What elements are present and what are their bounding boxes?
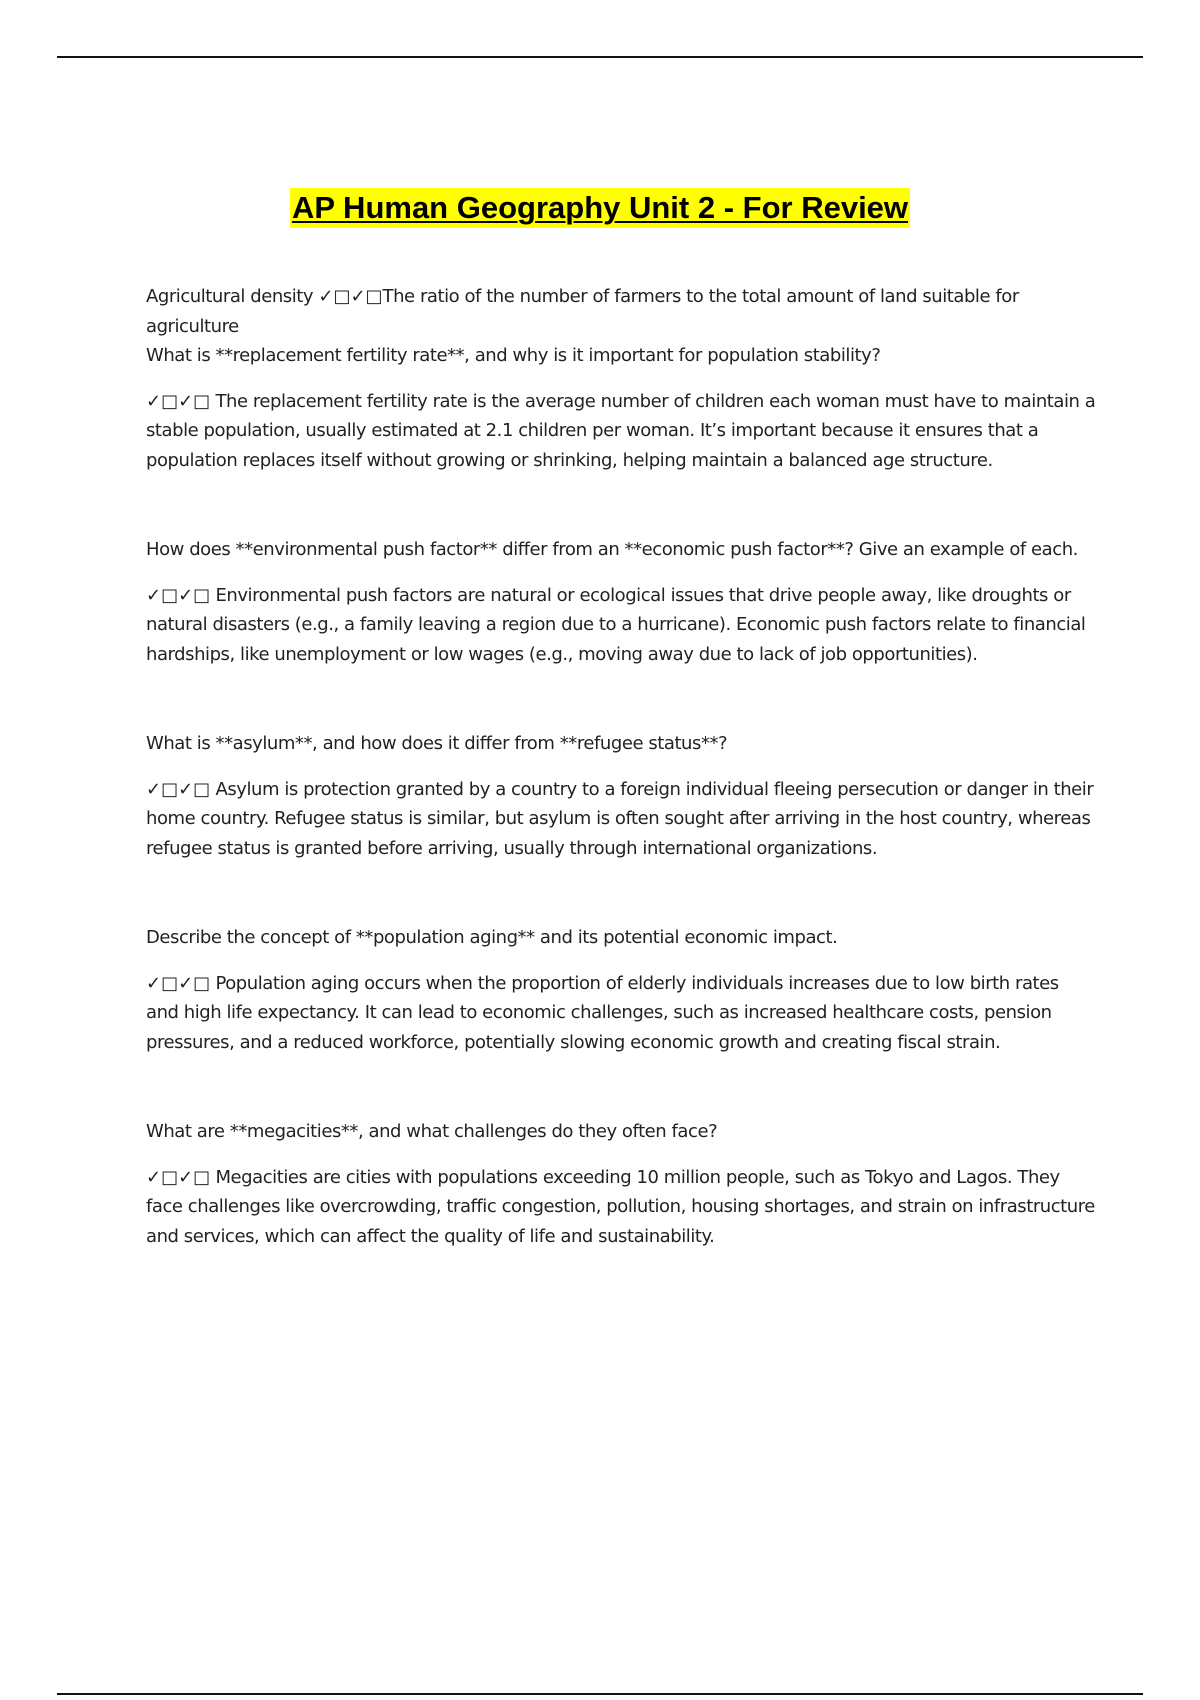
- definition-text: The ratio of the number of farmers to the total amount of land suitable for agriculture: [146, 286, 1019, 337]
- document-body: [146, 282, 1096, 1311]
- check-mark-icon: ✓□✓□: [146, 972, 211, 994]
- qa-item-asylum: [146, 729, 1096, 863]
- check-mark-icon: ✓□✓□: [146, 778, 211, 800]
- answer-text: [146, 581, 1096, 670]
- title-container: [0, 188, 1200, 228]
- answer-text: [146, 775, 1096, 864]
- answer-text: [146, 969, 1096, 1058]
- qa-item-megacities: [146, 1117, 1096, 1251]
- question-text: What is **replacement fertility rate**, and why is it important for population stability?: [146, 345, 881, 366]
- answer-body: Megacities are cities with populations exceeding 10 million people, such as Tokyo and Lagos. They face challenges like overcrowding, traffic congestion, pollution, housing shortages, and strain on infrastructure and services, which can affect the quality of life and sustainability.: [146, 1166, 1095, 1247]
- top-rule: [57, 56, 1143, 58]
- definition-term: Agricultural density: [146, 286, 314, 307]
- qa-item-push-factors: [146, 535, 1096, 669]
- question-text: Describe the concept of **population aging** and its potential economic impact.: [146, 927, 838, 948]
- question-text: How does **environmental push factor** differ from an **economic push factor**? Give an example of each.: [146, 539, 1078, 560]
- question-text: What is **asylum**, and how does it differ from **refugee status**?: [146, 733, 728, 754]
- qa-item-population-aging: [146, 923, 1096, 1057]
- answer-text: [146, 387, 1096, 476]
- answer-body: The replacement fertility rate is the average number of children each woman must have to maintain a stable population, usually estimated at 2.1 children per woman. It’s important because it ensures that a population replaces itself without growing or shrinking, helping maintain a balanced age structure.: [146, 390, 1096, 471]
- answer-body: Environmental push factors are natural or ecological issues that drive people away, like droughts or natural disasters (e.g., a family leaving a region due to a hurricane). Economic push factors relate to financial hardships, like unemployment or low wages (e.g., moving away due to lack of job opportunities).: [146, 584, 1086, 665]
- check-mark-icon: ✓□✓□: [146, 584, 211, 606]
- answer-text: [146, 1163, 1096, 1252]
- answer-body: Population aging occurs when the proportion of elderly individuals increases due to low birth rates and high life expectancy. It can lead to economic challenges, such as increased healthcare costs, pension pressures, and a reduced workforce, potentially slowing economic growth and creating fiscal strain.: [146, 972, 1059, 1053]
- check-mark-icon: ✓□✓□: [146, 390, 211, 412]
- check-mark-icon: ✓□✓□: [146, 1166, 211, 1188]
- question-text: What are **megacities**, and what challenges do they often face?: [146, 1121, 718, 1142]
- answer-body: Asylum is protection granted by a country to a foreign individual fleeing persecution or danger in their home country. Refugee status is similar, but asylum is often sought after arriving in the host country, whereas refugee status is granted before arriving, usually through international organizations.: [146, 778, 1094, 859]
- bottom-rule: [57, 1693, 1143, 1695]
- definition-entry: [146, 282, 1096, 341]
- document-title: AP Human Geography Unit 2 - For Review: [290, 188, 910, 228]
- qa-item-replacement-fertility: [146, 341, 1096, 475]
- check-mark-icon: ✓□✓□: [318, 286, 383, 307]
